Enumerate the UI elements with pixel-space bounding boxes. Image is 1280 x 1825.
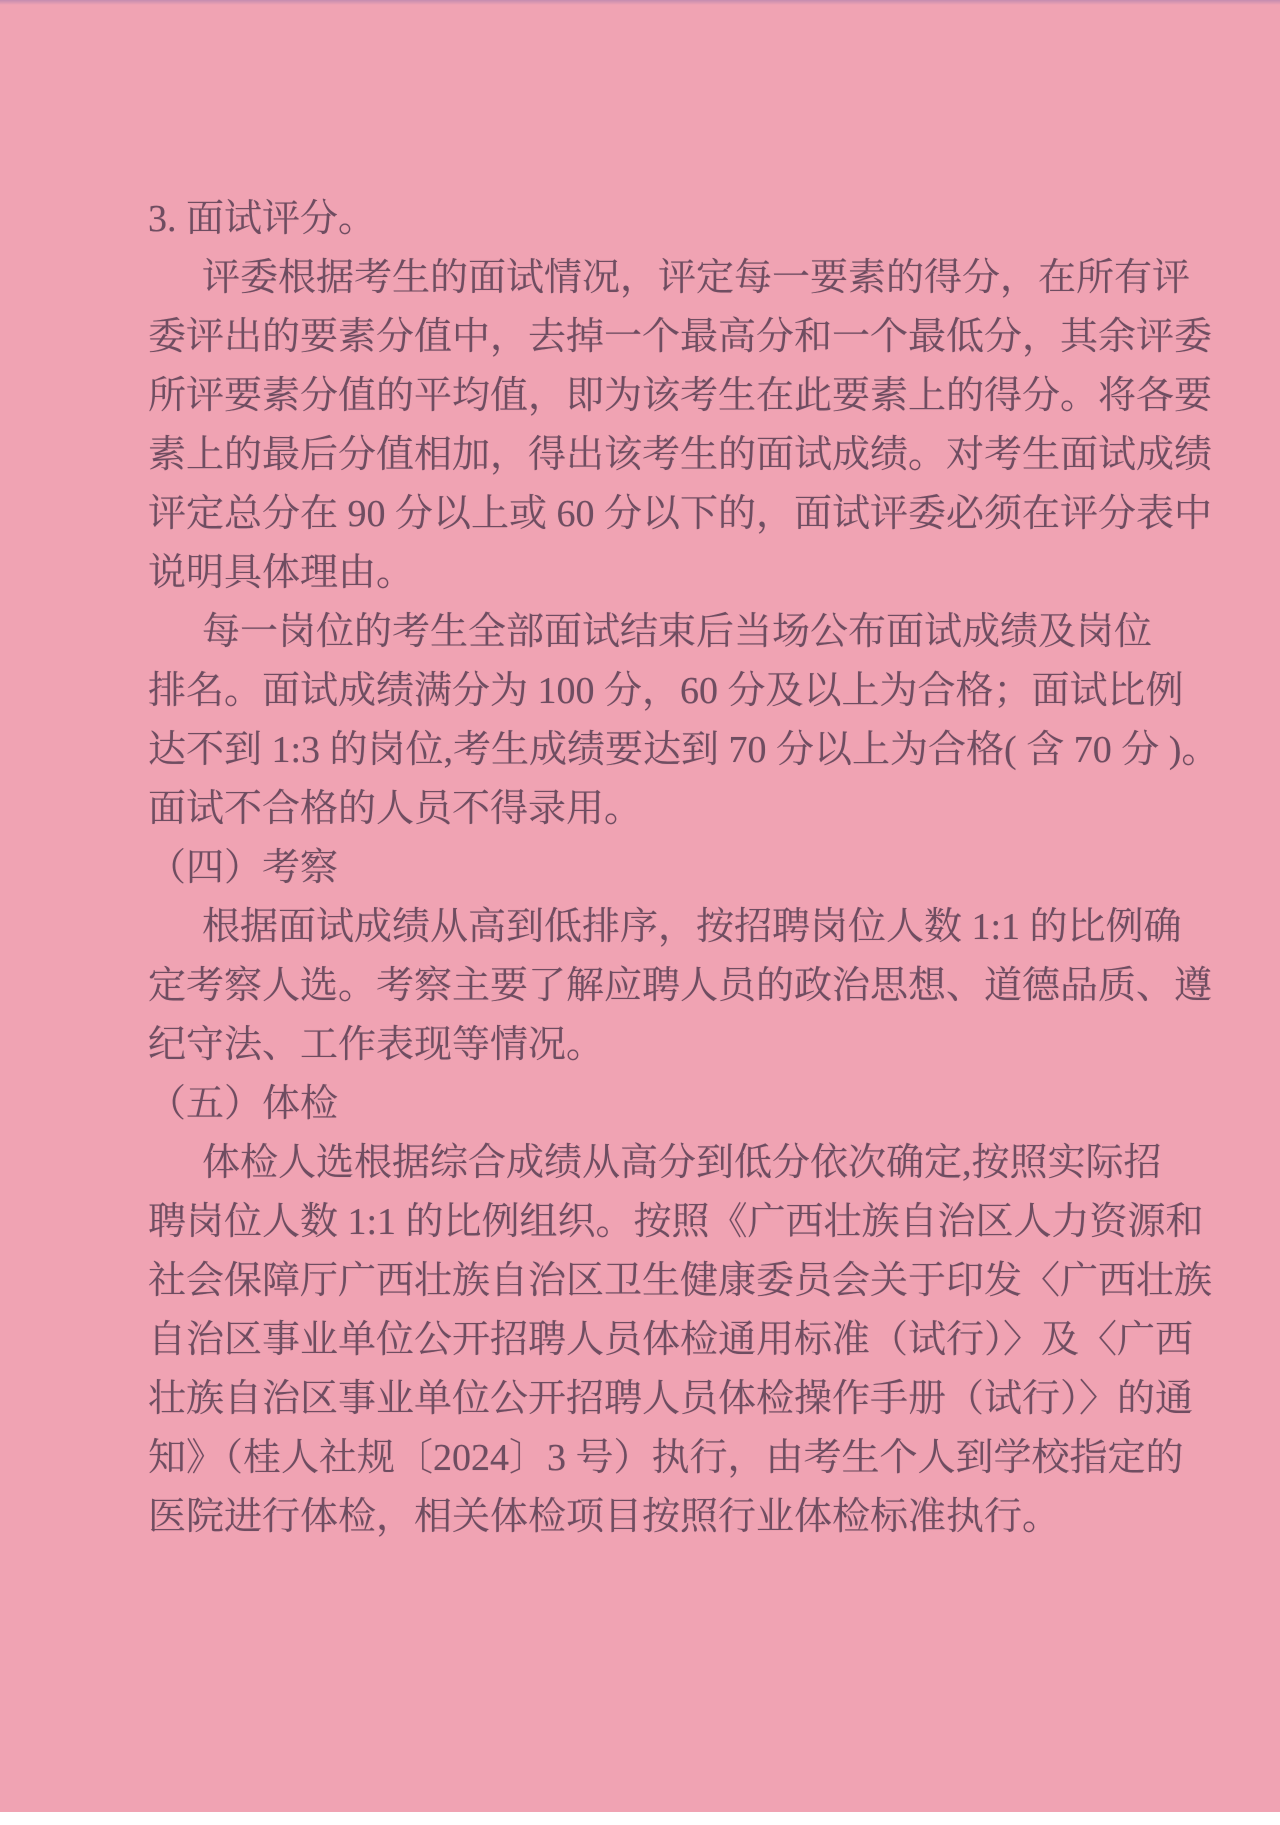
paragraph-line: 说明具体理由。 [148,552,415,594]
paragraph-line: 医院进行体检，相关体检项目按照行业体检标准执行。 [148,1496,1061,1538]
paragraph-line: 自治区事业单位公开招聘人员体检通用标准（试行）〉及〈广西 [148,1319,1194,1361]
paragraph-line: 排名。面试成绩满分为 100 分，60 分及以上为合格；面试比例 [148,670,1184,712]
section-heading: （四）考察 [148,847,339,889]
scan-bottom-strip [0,1812,1280,1825]
paragraph-line: 知》（桂人社规〔2024〕3 号）执行，由考生个人到学校指定的 [148,1437,1184,1479]
paragraph-line: 根据面试成绩从高到低排序，按招聘岗位人数 1:1 的比例确 [202,906,1182,948]
paragraph-line: 体检人选根据综合成绩从高分到低分依次确定,按照实际招 [202,1142,1162,1184]
section-heading: （五）体检 [148,1083,339,1125]
numbered-heading: 3. 面试评分。 [148,198,377,240]
scan-top-edge [0,0,1280,5]
paragraph-line: 达不到 1:3 的岗位,考生成绩要达到 70 分以上为合格( 含 70 分 )。 [148,729,1220,771]
document-body [148,190,1220,1547]
paragraph-line: 面试不合格的人员不得录用。 [148,788,643,830]
paragraph-line: 每一岗位的考生全部面试结束后当场公布面试成绩及岗位 [202,611,1153,653]
paragraph-line: 聘岗位人数 1:1 的比例组织。按照《广西壮族自治区人力资源和 [148,1201,1204,1243]
paragraph-line: 评委根据考生的面试情况，评定每一要素的得分，在所有评 [202,257,1191,299]
paragraph-line: 壮族自治区事业单位公开招聘人员体检操作手册（试行）〉的通 [148,1378,1194,1420]
paragraph-line: 素上的最后分值相加，得出该考生的面试成绩。对考生面试成绩 [148,434,1213,476]
paragraph-line: 纪守法、工作表现等情况。 [148,1024,605,1066]
paragraph-line: 委评出的要素分值中，去掉一个最高分和一个最低分，其余评委 [148,316,1213,358]
paragraph-line: 评定总分在 90 分以上或 60 分以下的，面试评委必须在评分表中 [148,493,1213,535]
paragraph-line: 定考察人选。考察主要了解应聘人员的政治思想、道德品质、遵 [148,965,1213,1007]
paragraph-line: 所评要素分值的平均值，即为该考生在此要素上的得分。将各要 [148,375,1213,417]
paragraph-line: 社会保障厅广西壮族自治区卫生健康委员会关于印发〈广西壮族 [148,1260,1213,1302]
